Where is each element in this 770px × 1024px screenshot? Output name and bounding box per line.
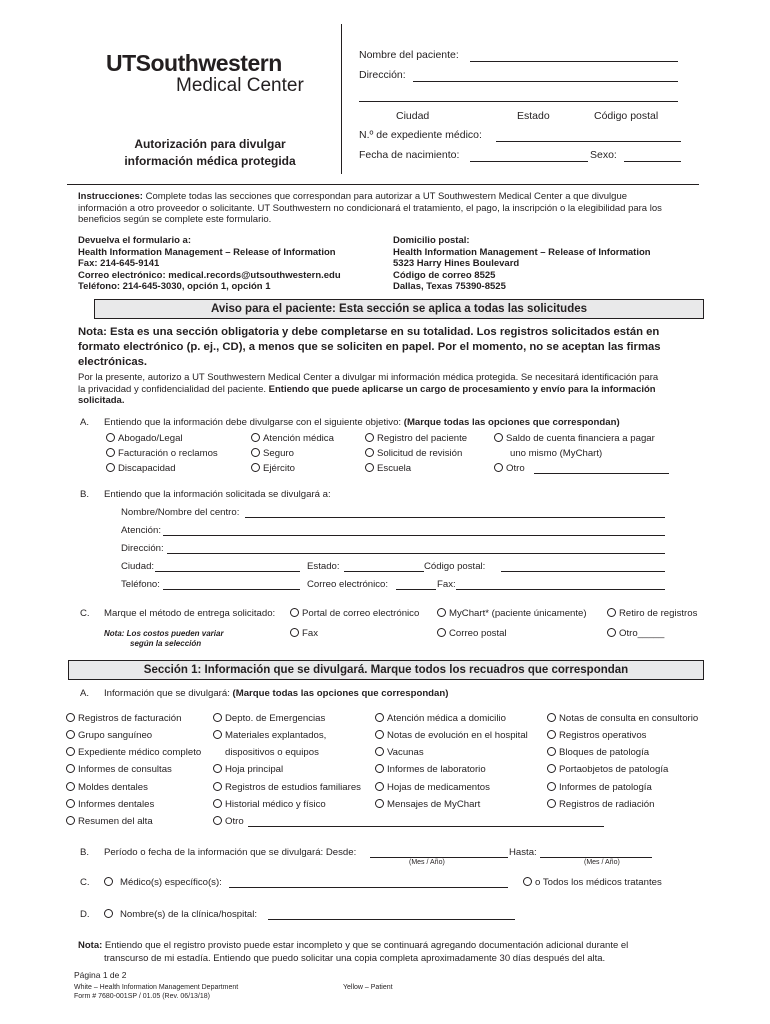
option-label: Hoja principal [225,764,284,775]
radio-icon[interactable] [251,463,260,472]
option-label: Resumen del alta [78,816,153,827]
consent-l2b: Entiendo que puede aplicarse un cargo de procesamiento y envío para la información [268,383,656,395]
to-hint: (Mes / Año) [584,859,620,866]
recipient-state-field[interactable] [344,571,424,572]
consent-l2a: la privacidad y confidencialidad del paciente. [78,383,269,395]
section-a-hint: (Marque todas las opciones que correspondan) [403,417,620,428]
radio-icon[interactable] [66,782,75,791]
nota-l2: formato electrónico (p. ej., CD), a menos que se soliciten en papel. Por el momento, no se aceptan las firmas [78,341,661,353]
attention-label: Atención: [121,525,162,536]
radio-icon[interactable] [66,816,75,825]
form-title [70,136,350,170]
patient-address-field-2[interactable] [359,101,678,102]
info-dental-reports[interactable] [66,799,154,810]
form-title-line1: Autorización para divulgar [134,137,286,151]
option-label: Escuela [377,463,412,474]
option-label: Atención médica [263,433,334,444]
info-family-studies[interactable] [213,782,361,793]
option-discapacidad[interactable] [106,463,176,474]
recipient-city-field[interactable] [155,571,300,572]
from-hint: (Mes / Año) [409,859,445,866]
radio-icon[interactable] [494,433,503,442]
recipient-city-label: Ciudad: [121,561,155,572]
info-lab-reports[interactable] [375,764,486,775]
instructions-text3: beneficios según se complete este formulario. [78,214,272,225]
option-label: Portaobjetos de patología [559,764,669,775]
option-label: Registros operativos [559,730,647,741]
radio-icon[interactable] [375,764,384,773]
option-label: Retiro de registros [619,608,698,619]
radio-icon[interactable] [251,448,260,457]
radio-icon[interactable] [66,713,75,722]
option-label: Informes de patología [559,782,652,793]
final-note-l1: Entiendo que el registro provisto puede estar incompleto y que se continuará agregando documentación adicional durante el [102,940,629,951]
mrn-label: N.º de expediente médico: [359,129,482,141]
option-label: Fax [302,628,318,639]
info-blood-type[interactable] [66,730,152,741]
radio-icon[interactable] [375,730,384,739]
info-home-health[interactable] [375,713,506,724]
radio-icon[interactable] [104,877,113,886]
section-a-prompt: Entiendo que la información debe divulgarse con el siguiente objetivo: [104,417,404,428]
info-office-notes[interactable] [547,713,698,724]
radio-icon[interactable] [290,608,299,617]
option-label: Atención médica a domicilio [387,713,506,724]
option-label: Informes de laboratorio [387,764,486,775]
option-label: Otro_____ [619,628,665,639]
info-billing[interactable] [66,713,181,724]
radio-icon[interactable] [437,608,446,617]
radio-icon[interactable] [547,782,556,791]
option-label: Registros de estudios familiares [225,782,361,793]
section-c-letter: C. [80,608,90,619]
info-history-physical[interactable] [213,799,326,810]
option-label: Saldo de cuenta financiera a pagar [506,433,655,444]
delivery-pickup[interactable] [607,608,697,619]
radio-icon[interactable] [437,628,446,637]
option-label: MyChart* (paciente únicamente) [449,608,587,619]
info-er[interactable] [213,713,325,724]
instructions-text2: información a otro proveedor o solicitante. UT Southwestern no condicionará el tratamiento, el pago, la inscripción o la elegibilidad para los [78,202,662,214]
radio-icon[interactable] [375,782,384,791]
info-explants[interactable] [213,730,326,741]
specific-physicians[interactable] [104,877,222,888]
s1a-hint: (Marque todas las opciones que correspondan) [232,688,449,699]
info-complete-record[interactable] [66,747,201,758]
radio-icon[interactable] [365,463,374,472]
recipient-email-label: Correo electrónico: [307,579,389,590]
notice-bar: Aviso para el paciente: Esta sección se aplica a todas las solicitudes [94,299,704,319]
radio-icon[interactable] [547,799,556,808]
radio-icon[interactable] [66,730,75,739]
radio-icon[interactable] [213,816,222,825]
option-abogado[interactable] [106,433,183,444]
option-label: Otro [506,463,525,474]
info-pathology-reports[interactable] [547,782,652,793]
radio-icon[interactable] [213,799,222,808]
sex-field[interactable] [624,161,681,162]
option-registro-paciente[interactable] [365,433,467,444]
option-label: Expediente médico completo [78,747,202,758]
option-label: Portal de correo electrónico [302,608,420,619]
s1b-letter: B. [80,847,90,858]
info-pathology-blocks[interactable] [547,747,649,758]
recipient-name-label: Nombre/Nombre del centro: [121,507,240,518]
section-b-letter: B. [80,489,90,500]
option-label: Vacunas [387,747,424,758]
radio-icon[interactable] [607,628,616,637]
delivery-note-l1: Nota: Los costos pueden variar [104,629,224,638]
recipient-zip-label: Código postal: [424,561,486,572]
radio-icon[interactable] [213,764,222,773]
radio-icon[interactable] [375,747,384,756]
return-l1: Health Information Management – Release of Information [78,246,336,258]
recipient-phone-field[interactable] [163,589,300,590]
form-title-line2: información médica protegida [124,154,296,168]
page-number: Página 1 de 2 [74,970,127,980]
consent-l3: solicitada. [78,395,125,406]
final-note [78,940,718,965]
radio-icon[interactable] [365,448,374,457]
recipient-fax-label: Fax: [437,579,456,590]
recipient-phone-label: Teléfono: [121,579,160,590]
option-label: o Todos los médicos tratantes [535,877,662,888]
radio-icon[interactable] [547,747,556,756]
option-label: Informes de consultas [78,764,172,775]
option-label: Médico(s) específico(s): [120,877,222,888]
header-divider [341,24,342,174]
delivery-portal[interactable] [290,608,419,619]
option-label: Registro del paciente [377,433,468,444]
final-note-lead: Nota: [78,940,103,951]
consent-l1: Por la presente, autorizo a UT Southwestern Medical Center a divulgar mi información médica protegida. Se necesitará identificación para [78,372,659,383]
s1c-letter: C. [80,877,90,888]
recipient-zip-field[interactable] [501,571,665,572]
info-other[interactable] [213,816,244,827]
delivery-mail[interactable] [437,628,507,639]
logo [106,50,306,96]
mail-l4: Dallas, Texas 75390-8525 [393,281,506,292]
option-label: Seguro [263,448,294,459]
mail-l2: 5323 Harry Hines Boulevard [393,258,520,269]
radio-icon[interactable] [213,713,222,722]
s1b-text: Período o fecha de la información que se divulgará: Desde: [104,847,357,858]
radio-icon[interactable] [523,877,532,886]
footer-dept: White – Health Information Management Department [74,984,239,991]
instructions-lead: Instrucciones: [78,191,143,202]
return-phone: Teléfono: 214-645-3030, opción 1, opción 1 [78,281,271,292]
info-progress-notes[interactable] [375,730,528,741]
radio-icon[interactable] [106,433,115,442]
footer-copy: Yellow – Patient [343,984,393,991]
option-label: Otro [225,816,244,827]
option-label: Ejército [263,463,295,474]
delivery-note-l2: según la selección [130,639,202,648]
option-label: Bloques de patología [559,747,650,758]
info-explants-cont: dispositivos o equipos [225,747,319,758]
radio-icon[interactable] [106,463,115,472]
recipient-state-label: Estado: [307,561,340,572]
radio-icon[interactable] [66,799,75,808]
return-to [78,235,341,293]
section-a-letter: A. [80,417,90,428]
radio-icon[interactable] [66,764,75,773]
option-label: Notas de consulta en consultorio [559,713,699,724]
clinic-field[interactable] [268,919,515,920]
option-label: Hojas de medicamentos [387,782,490,793]
option-label: Informes dentales [78,799,155,810]
info-radiation[interactable] [547,799,654,810]
info-consults[interactable] [66,764,172,775]
physicians-field[interactable] [229,887,508,888]
patient-address-label: Dirección: [359,69,406,81]
option-label: Moldes dentales [78,782,148,793]
consent-block [78,372,708,407]
radio-icon[interactable] [66,747,75,756]
option-otro[interactable] [494,463,525,474]
recipient-fax-field[interactable] [456,589,665,590]
radio-icon[interactable] [104,909,113,918]
radio-icon[interactable] [375,713,384,722]
delivery-fax[interactable] [290,628,318,639]
radio-icon[interactable] [290,628,299,637]
radio-icon[interactable] [494,463,503,472]
return-email: Correo electrónico: medical.records@utsouthwestern.edu [78,269,341,281]
s1a-letter: A. [80,688,90,699]
recipient-name-field[interactable] [245,517,665,518]
radio-icon[interactable] [547,764,556,773]
delivery-other[interactable] [607,628,664,639]
dob-label: Fecha de nacimiento: [359,149,460,161]
nota-l3: electrónicas. [78,356,148,368]
nota-l1: Nota: Esta es una sección obligatoria y debe completarse en su totalidad. Los registros solicitados están en [78,326,660,338]
option-label: Nombre(s) de la clínica/hospital: [120,909,258,920]
instructions [78,191,703,226]
info-dental-molds[interactable] [66,782,148,793]
all-physicians[interactable] [523,877,662,888]
recipient-email-field[interactable] [396,589,436,590]
date-to-field[interactable] [540,857,652,858]
option-label: Grupo sanguíneo [78,730,153,741]
logo-medical-center: Medical Center [176,75,304,96]
radio-icon[interactable] [375,799,384,808]
city-label: Ciudad [396,110,430,122]
zip-label: Código postal [594,110,659,122]
s1a-text [104,688,448,699]
date-from-field[interactable] [370,857,508,858]
radio-icon[interactable] [547,730,556,739]
info-discharge[interactable] [66,816,153,827]
section1-bar: Sección 1: Información que se divulgará. Marque todos los recuadros que correspondan [68,660,704,680]
delivery-mychart[interactable] [437,608,587,619]
state-label: Estado [517,110,550,122]
radio-icon[interactable] [607,608,616,617]
nota-block [78,325,708,370]
footer-form: Form # 7680-001SP / 01.05 (Rev. 06/13/18) [74,993,210,1000]
clinic-names[interactable] [104,909,257,920]
info-other-field[interactable] [248,826,604,827]
attention-field[interactable] [163,535,665,536]
radio-icon[interactable] [213,730,222,739]
option-label: Historial médico y físico [225,799,326,810]
info-operative[interactable] [547,730,646,741]
return-title: Devuelva el formulario a: [78,235,191,246]
radio-icon[interactable] [547,713,556,722]
sex-label: Sexo: [590,149,617,161]
option-label: Registros de radiación [559,799,655,810]
s1a-prompt: Información que se divulgará: [104,688,233,699]
final-note-l2: transcurso de mi estadía. Entiendo que puedo solicitar una copia completa aproximadamente 30 días después del alta. [104,952,606,964]
mail-title: Domicilio postal: [393,235,470,246]
option-escuela[interactable] [365,463,411,474]
option-solicitud-revision[interactable] [365,448,462,459]
option-label: Mensajes de MyChart [387,799,481,810]
recipient-address-field[interactable] [167,553,665,554]
logo-ut: UT [106,50,136,76]
option-ejercito[interactable] [251,463,295,474]
patient-name-label: Nombre del paciente: [359,49,459,61]
info-pathology-slides[interactable] [547,764,668,775]
patient-name-field[interactable] [470,61,678,62]
header-rule [67,184,699,185]
option-label: Discapacidad [118,463,176,474]
section-a-text [104,417,620,428]
mail-l3: Código de correo 8525 [393,269,496,281]
info-mychart-messages[interactable] [375,799,480,810]
option-label: Abogado/Legal [118,433,183,444]
option-label: Solicitud de revisión [377,448,463,459]
s1b-to-label: Hasta: [509,847,537,858]
radio-icon[interactable] [213,782,222,791]
mail-l1: Health Information Management – Release of Information [393,246,651,258]
option-label: Notas de evolución en el hospital [387,730,528,741]
option-atencion-medica[interactable] [251,433,334,444]
radio-icon[interactable] [106,448,115,457]
recipient-address-label: Dirección: [121,543,164,554]
return-fax: Fax: 214-645-9141 [78,258,160,269]
section-b-text: Entiendo que la información solicitada se divulgará a: [104,489,331,500]
option-saldo-cuenta[interactable] [494,433,655,444]
radio-icon[interactable] [251,433,260,442]
patient-address-field[interactable] [413,81,678,82]
instructions-text1: Complete todas las secciones que correspondan para autorizar a UT Southwestern Medical Center a que divulgue [142,191,628,202]
option-facturacion[interactable] [106,448,218,459]
info-face-sheet[interactable] [213,764,283,775]
option-label: Correo postal [449,628,507,639]
option-saldo-cuenta-cont: uno mismo (MyChart) [510,448,603,459]
otro-field[interactable] [534,473,669,474]
radio-icon[interactable] [365,433,374,442]
option-seguro[interactable] [251,448,294,459]
delivery-note [104,629,224,649]
option-label: Facturación o reclamos [118,448,218,459]
info-medication-sheets[interactable] [375,782,490,793]
s1d-letter: D. [80,909,90,920]
mailing-address [393,235,651,293]
option-label: Registros de facturación [78,713,182,724]
logo-southwestern: Southwestern [135,50,282,76]
info-immunizations[interactable] [375,747,424,758]
dob-field[interactable] [470,161,588,162]
section-c-text: Marque el método de entrega solicitado: [104,608,276,619]
option-label: Depto. de Emergencias [225,713,326,724]
mrn-field[interactable] [496,141,681,142]
option-label: Materiales explantados, [225,730,327,741]
